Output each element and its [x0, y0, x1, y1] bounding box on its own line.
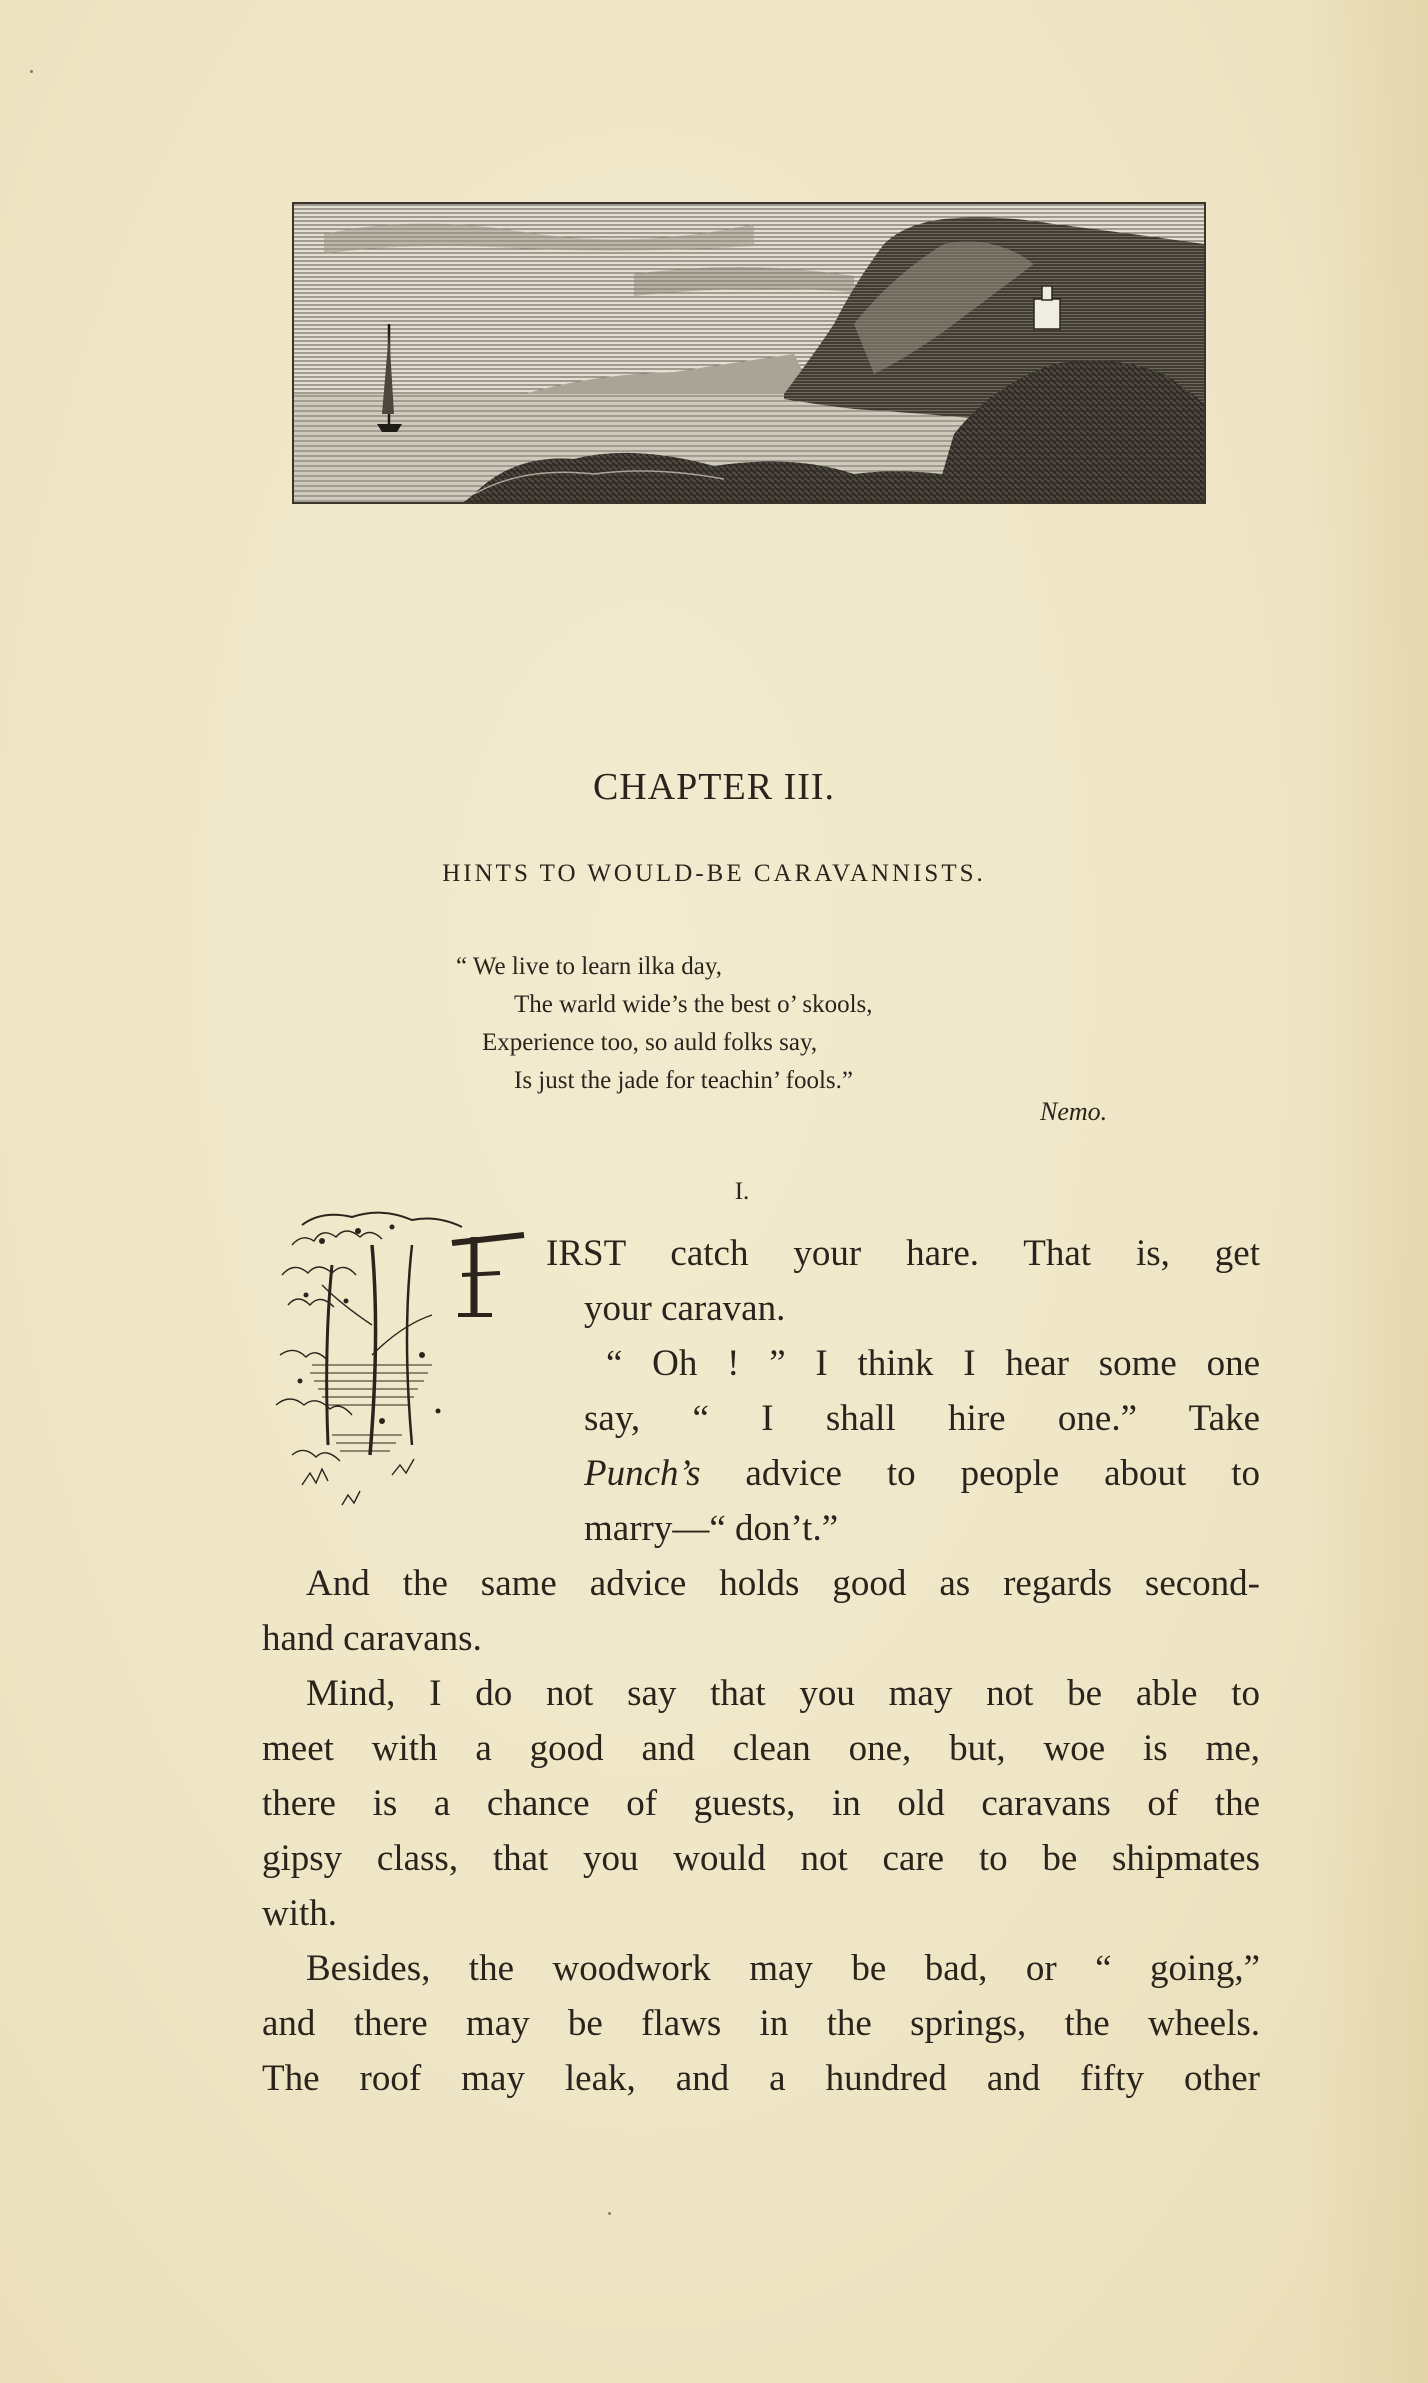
verse-line: “ We live to learn ilka day,: [456, 953, 722, 980]
body-line: and there may be flaws in the springs, the wheels.: [262, 2003, 1260, 2044]
body-line: Besides, the woodwork may be bad, or “ going,”: [306, 1948, 1260, 1989]
body-line: Mind, I do not say that you may not be able to: [306, 1673, 1260, 1714]
body-line: marry—“ don’t.”: [584, 1508, 839, 1549]
drop-cap-f-icon: [262, 1205, 546, 1535]
section-number: I.: [734, 1178, 750, 1205]
body-line: your caravan.: [584, 1288, 786, 1329]
punch-reference: Punch’s: [584, 1453, 701, 1494]
body-line-punch: [584, 1452, 1260, 1495]
drop-cap-illustration: [262, 1205, 546, 1535]
paper-speck: [608, 2212, 611, 2215]
header-engraving: [292, 202, 1206, 504]
body-line: “ Oh ! ” I think I hear some one: [606, 1343, 1260, 1384]
body-line: with.: [262, 1893, 338, 1934]
body-line: hand caravans.: [262, 1618, 482, 1659]
verse-line: Experience too, so auld folks say,: [482, 1029, 818, 1056]
body-line: say, “ I shall hire one.” Take: [584, 1398, 1260, 1439]
chapter-title: CHAPTER III.: [592, 766, 836, 808]
body-line: gipsy class, that you would not care to be shipmates: [262, 1838, 1260, 1879]
epigraph-verse: [440, 948, 1140, 1100]
verse-line: The warld wide’s the best o’ skools,: [514, 991, 873, 1018]
body-line: IRST catch your hare. That is, get: [546, 1233, 1260, 1274]
body-line-rest: advice to people about to: [745, 1453, 1261, 1494]
coastal-landscape-illustration: [294, 204, 1204, 502]
verse-attribution: Nemo.: [1040, 1097, 1108, 1126]
paper-speck: [30, 70, 33, 73]
body-line: there is a chance of guests, in old caravans of the: [262, 1783, 1260, 1824]
body-line: meet with a good and clean one, but, woe is me,: [262, 1728, 1260, 1769]
verse-line: Is just the jade for teachin’ fools.”: [514, 1067, 854, 1094]
body-line: The roof may leak, and a hundred and fifty other: [262, 2058, 1260, 2099]
body-line: And the same advice holds good as regards second-: [306, 1563, 1260, 1604]
chapter-subtitle: HINTS TO WOULD-BE CARAVANNISTS.: [442, 860, 986, 887]
